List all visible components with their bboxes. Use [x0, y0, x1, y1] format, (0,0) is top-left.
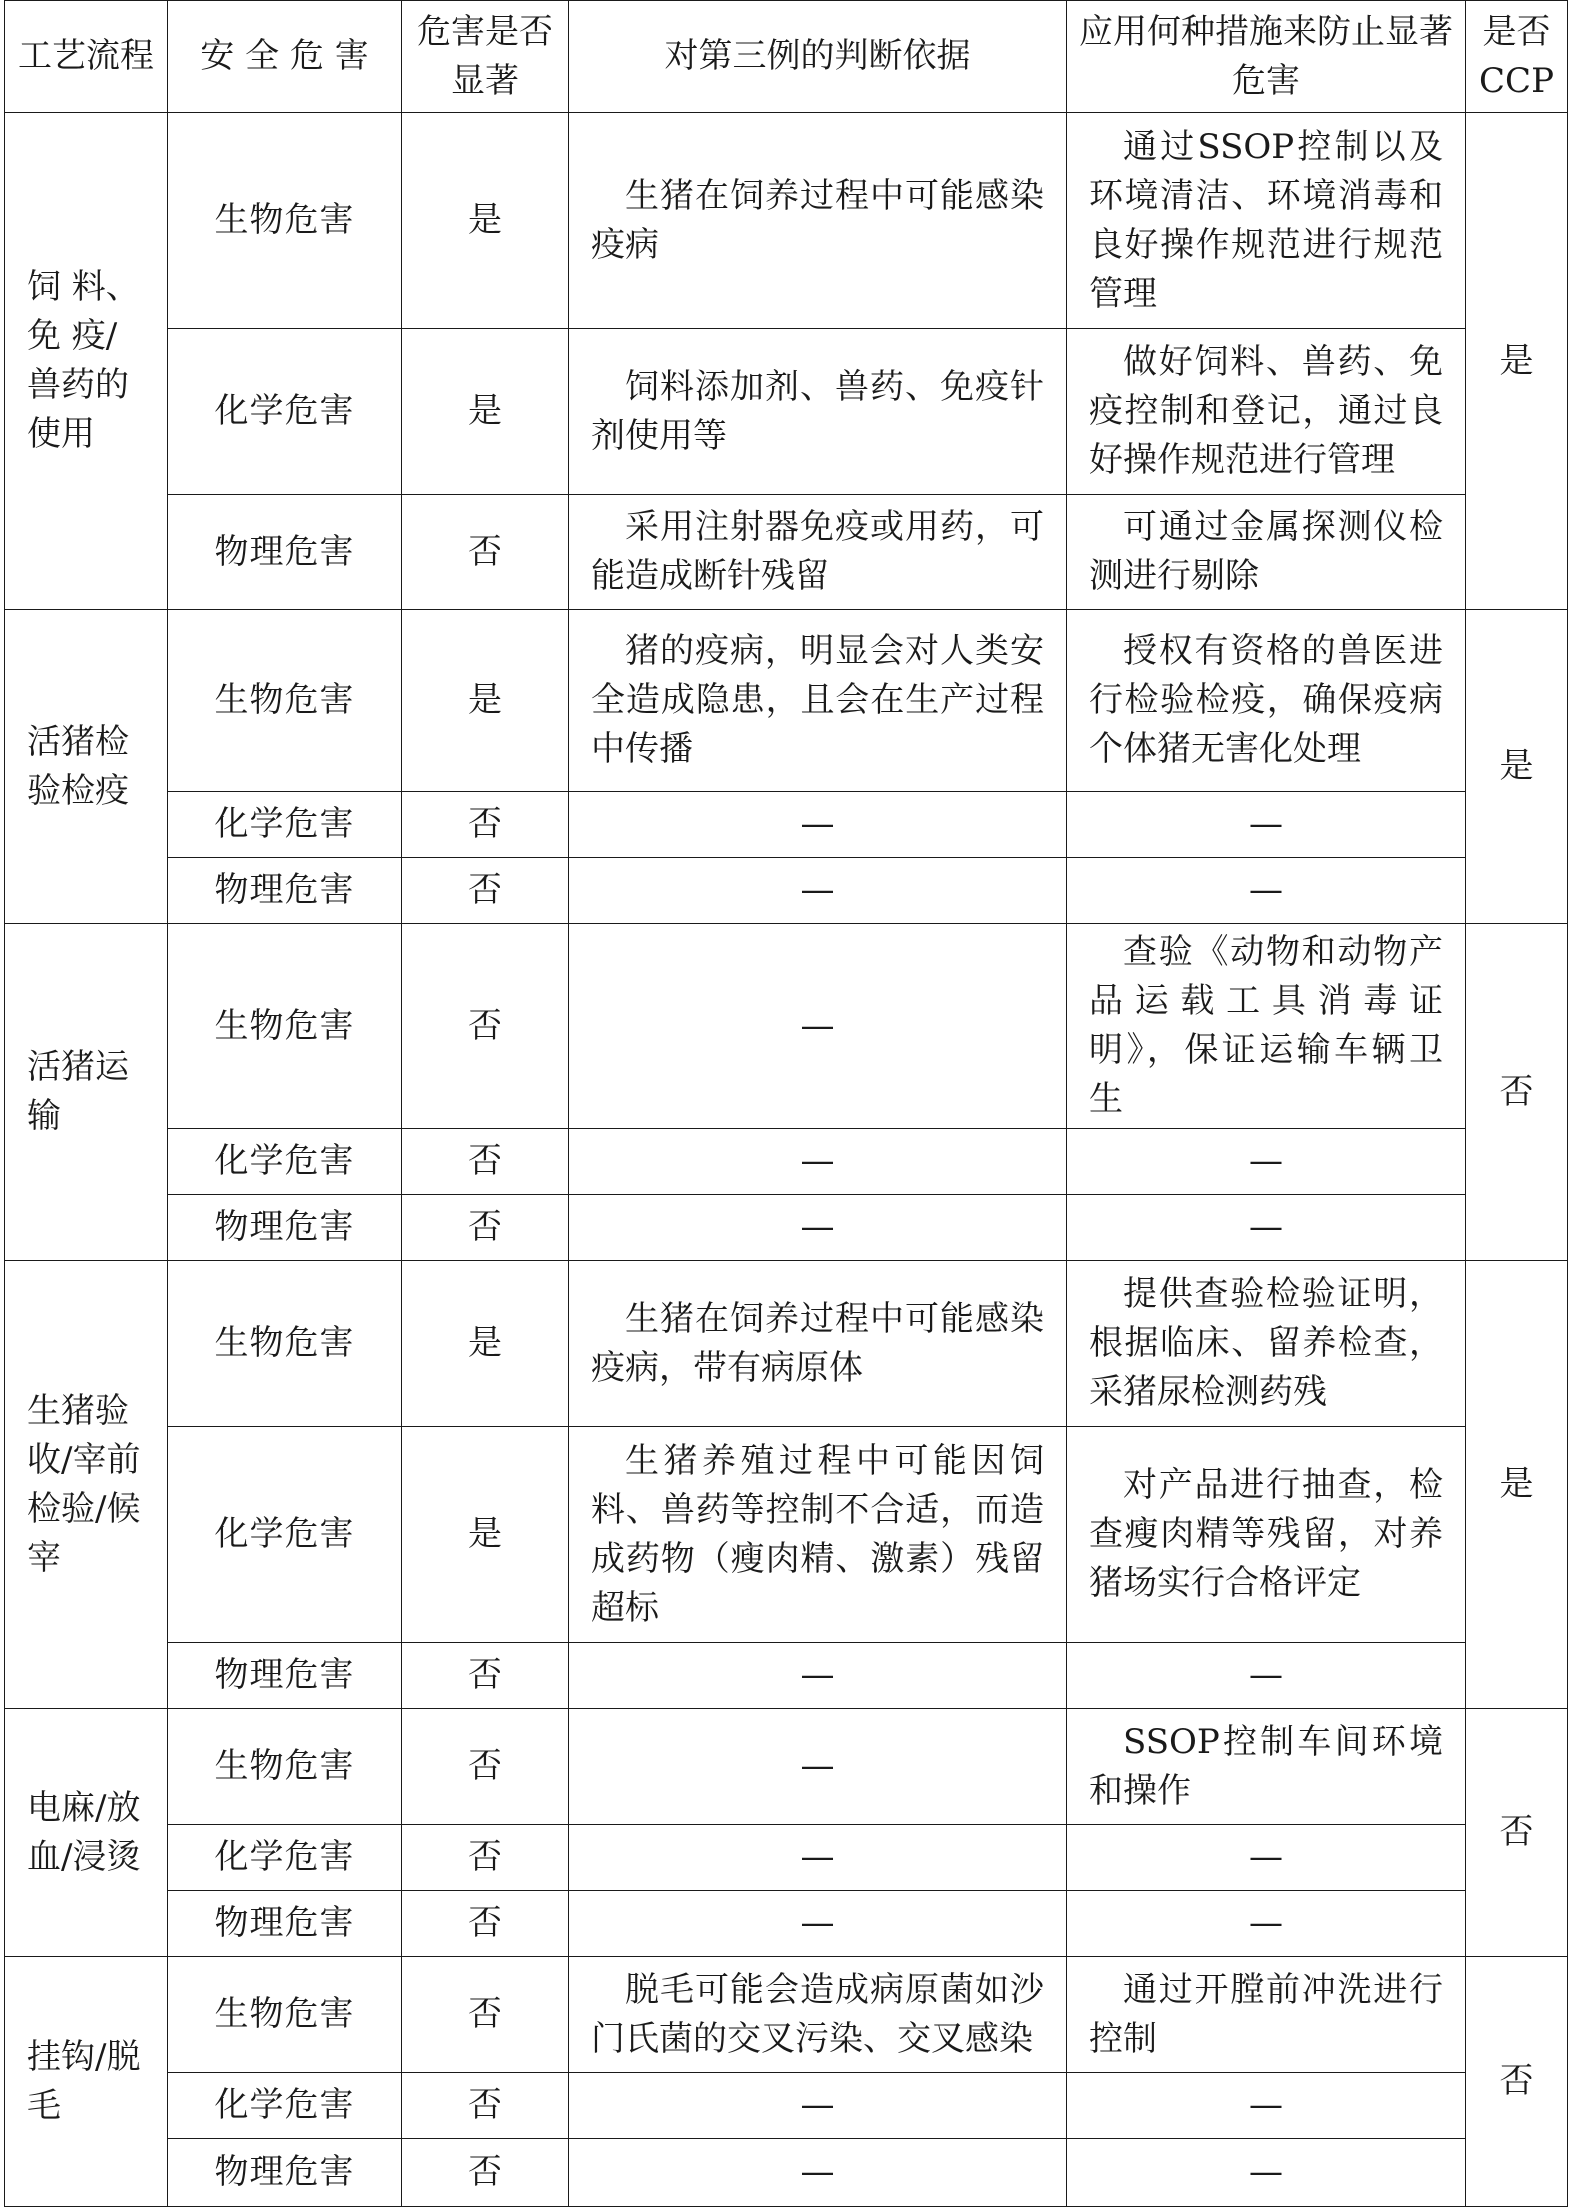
header-ccp: 是否CCP — [1466, 1, 1568, 113]
measure-cell: — — [1067, 2073, 1466, 2139]
hazard-cell: 物理危害 — [168, 1643, 402, 1709]
measure-cell: — — [1067, 858, 1466, 924]
hazard-cell: 化学危害 — [168, 2073, 402, 2139]
significant-cell: 否 — [402, 1129, 569, 1195]
process-cell: 挂钩/脱毛 — [5, 1957, 168, 2207]
process-cell: 生猪验收/宰前检验/候宰 — [5, 1261, 168, 1709]
hazard-cell: 物理危害 — [168, 495, 402, 610]
process-cell: 活猪运输 — [5, 924, 168, 1261]
hazard-cell: 生物危害 — [168, 924, 402, 1129]
measure-cell: — — [1067, 792, 1466, 858]
hazard-cell: 生物危害 — [168, 1957, 402, 2073]
hazard-cell: 生物危害 — [168, 610, 402, 792]
table-row — [5, 495, 1568, 610]
significant-cell: 否 — [402, 2139, 569, 2207]
table-row — [5, 858, 1568, 924]
measure-cell: — — [1067, 1891, 1466, 1957]
basis-cell: — — [569, 1643, 1067, 1709]
significant-cell: 否 — [402, 792, 569, 858]
measure-cell: 通过SSOP控制以及环境清洁、环境消毒和良好操作规范进行规范管理 — [1067, 113, 1466, 329]
table-row — [5, 1825, 1568, 1891]
basis-cell: — — [569, 924, 1067, 1129]
significant-cell: 否 — [402, 1825, 569, 1891]
hazard-cell: 生物危害 — [168, 1261, 402, 1427]
hazard-cell: 物理危害 — [168, 1891, 402, 1957]
table-row — [5, 2139, 1568, 2207]
header-process: 工艺流程 — [5, 1, 168, 113]
significant-cell: 否 — [402, 1891, 569, 1957]
process-cell: 活猪检验检疫 — [5, 610, 168, 924]
significant-cell: 是 — [402, 610, 569, 792]
ccp-cell: 是 — [1466, 610, 1568, 924]
hazard-cell: 物理危害 — [168, 2139, 402, 2207]
hazard-cell: 化学危害 — [168, 1825, 402, 1891]
basis-cell: 猪的疫病，明显会对人类安全造成隐患，且会在生产过程中传播 — [569, 610, 1067, 792]
table-row — [5, 1709, 1568, 1825]
measure-cell: 可通过金属探测仪检测进行剔除 — [1067, 495, 1466, 610]
ccp-cell: 是 — [1466, 113, 1568, 610]
table-row — [5, 1891, 1568, 1957]
basis-cell: — — [569, 1825, 1067, 1891]
basis-cell: 生猪在饲养过程中可能感染疫病，带有病原体 — [569, 1261, 1067, 1427]
basis-cell: — — [569, 2139, 1067, 2207]
hazard-cell: 化学危害 — [168, 1129, 402, 1195]
hazard-cell: 物理危害 — [168, 1195, 402, 1261]
significant-cell: 是 — [402, 1261, 569, 1427]
basis-cell: 采用注射器免疫或用药，可能造成断针残留 — [569, 495, 1067, 610]
significant-cell: 否 — [402, 495, 569, 610]
significant-cell: 否 — [402, 924, 569, 1129]
significant-cell: 否 — [402, 1709, 569, 1825]
table-row — [5, 610, 1568, 792]
basis-cell: — — [569, 1709, 1067, 1825]
basis-cell: 脱毛可能会造成病原菌如沙门氏菌的交叉污染、交叉感染 — [569, 1957, 1067, 2073]
process-cell: 电麻/放血/浸烫 — [5, 1709, 168, 1957]
significant-cell: 是 — [402, 329, 569, 495]
table-row — [5, 1427, 1568, 1643]
significant-cell: 是 — [402, 113, 569, 329]
ccp-cell: 否 — [1466, 1957, 1568, 2207]
process-cell: 饲 料、免 疫/兽药的使用 — [5, 113, 168, 610]
table-row — [5, 924, 1568, 1129]
measure-cell: 通过开膛前冲洗进行控制 — [1067, 1957, 1466, 2073]
measure-cell: — — [1067, 1129, 1466, 1195]
basis-cell: — — [569, 1129, 1067, 1195]
measure-cell: — — [1067, 1825, 1466, 1891]
basis-cell: — — [569, 1195, 1067, 1261]
measure-cell: — — [1067, 1643, 1466, 1709]
measure-cell: SSOP控制车间环境和操作 — [1067, 1709, 1466, 1825]
hazard-cell: 生物危害 — [168, 113, 402, 329]
table-row — [5, 1261, 1568, 1427]
basis-cell: 生猪在饲养过程中可能感染疫病 — [569, 113, 1067, 329]
ccp-cell: 否 — [1466, 1709, 1568, 1957]
hazard-cell: 化学危害 — [168, 329, 402, 495]
measure-cell: 提供查验检验证明，根据临床、留养检查，采猪尿检测药残 — [1067, 1261, 1466, 1427]
ccp-cell: 是 — [1466, 1261, 1568, 1709]
measure-cell: 做好饲料、兽药、免疫控制和登记，通过良好操作规范进行管理 — [1067, 329, 1466, 495]
header-hazard: 安 全 危 害 — [168, 1, 402, 113]
hazard-cell: 化学危害 — [168, 792, 402, 858]
significant-cell: 否 — [402, 1195, 569, 1261]
table-row — [5, 329, 1568, 495]
header-significant: 危害是否显著 — [402, 1, 569, 113]
significant-cell: 否 — [402, 858, 569, 924]
basis-cell: — — [569, 2073, 1067, 2139]
significant-cell: 是 — [402, 1427, 569, 1643]
measure-cell: 授权有资格的兽医进行检验检疫，确保疫病个体猪无害化处理 — [1067, 610, 1466, 792]
haccp-hazard-analysis-table — [4, 0, 1568, 2207]
table-row — [5, 1195, 1568, 1261]
measure-cell: 查验《动物和动物产品运载工具消毒证明》，保证运输车辆卫生 — [1067, 924, 1466, 1129]
basis-cell: — — [569, 1891, 1067, 1957]
table-row — [5, 2073, 1568, 2139]
measure-cell: — — [1067, 2139, 1466, 2207]
significant-cell: 否 — [402, 1643, 569, 1709]
ccp-cell: 否 — [1466, 924, 1568, 1261]
table-row — [5, 113, 1568, 329]
basis-cell: 饲料添加剂、兽药、免疫针剂使用等 — [569, 329, 1067, 495]
measure-cell: — — [1067, 1195, 1466, 1261]
table-row — [5, 1129, 1568, 1195]
basis-cell: 生猪养殖过程中可能因饲料、兽药等控制不合适，而造成药物（瘦肉精、激素）残留超标 — [569, 1427, 1067, 1643]
basis-cell: — — [569, 792, 1067, 858]
significant-cell: 否 — [402, 1957, 569, 2073]
basis-cell: — — [569, 858, 1067, 924]
hazard-cell: 物理危害 — [168, 858, 402, 924]
header-basis: 对第三例的判断依据 — [569, 1, 1067, 113]
table-row — [5, 792, 1568, 858]
table-row — [5, 1643, 1568, 1709]
header-row — [5, 1, 1568, 113]
significant-cell: 否 — [402, 2073, 569, 2139]
hazard-cell: 生物危害 — [168, 1709, 402, 1825]
hazard-cell: 化学危害 — [168, 1427, 402, 1643]
measure-cell: 对产品进行抽查，检查瘦肉精等残留，对养猪场实行合格评定 — [1067, 1427, 1466, 1643]
header-measures: 应用何种措施来防止显著危害 — [1067, 1, 1466, 113]
table-row — [5, 1957, 1568, 2073]
